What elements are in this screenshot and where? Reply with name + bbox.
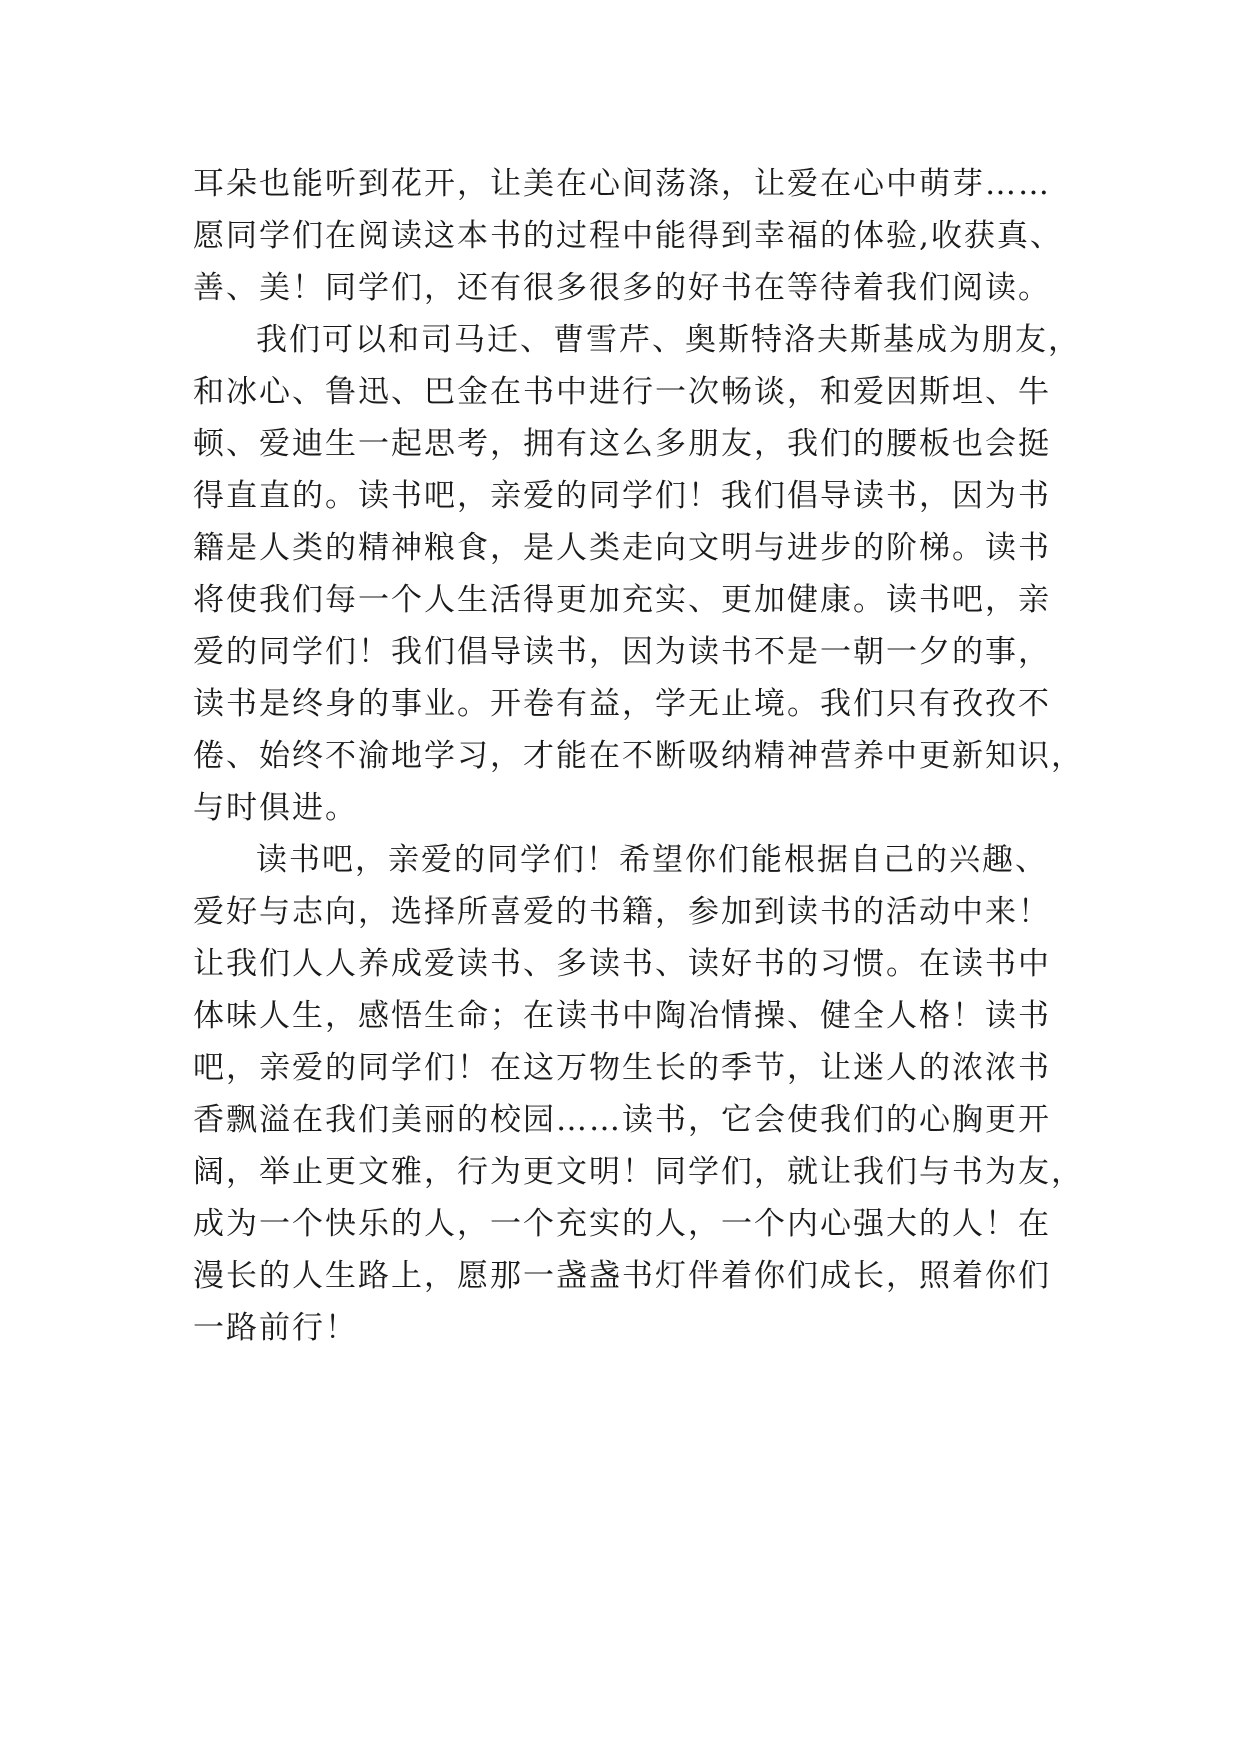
text-line: 愿同学们在阅读这本书的过程中能得到幸福的体验,收获真、 xyxy=(193,218,1063,254)
text-line: 让我们人人养成爱读书、多读书、读好书的习惯。在读书中 xyxy=(193,946,1051,982)
text-line: 耳朵也能听到花开，让美在心间荡涤，让爱在心中萌芽…… xyxy=(193,166,1051,202)
text-line: 将使我们每一个人生活得更加充实、更加健康。读书吧，亲 xyxy=(193,582,1051,618)
text-line: 吧，亲爱的同学们！在这万物生长的季节，让迷人的浓浓书 xyxy=(193,1050,1051,1086)
text-line: 体味人生，感悟生命；在读书中陶冶情操、健全人格！读书 xyxy=(193,998,1051,1034)
text-line: 和冰心、鲁迅、巴金在书中进行一次畅谈，和爱因斯坦、牛 xyxy=(193,374,1051,410)
paragraph-first-line: 读书吧，亲爱的同学们！希望你们能根据自己的兴趣、 xyxy=(256,842,1048,878)
text-line: 读书是终身的事业。开卷有益，学无止境。我们只有孜孜不 xyxy=(193,686,1051,722)
text-line: 成为一个快乐的人，一个充实的人，一个内心强大的人！在 xyxy=(193,1206,1051,1242)
text-line: 一路前行！ xyxy=(193,1310,358,1346)
text-line: 爱好与志向，选择所喜爱的书籍，参加到读书的活动中来！ xyxy=(193,894,1051,930)
text-line: 顿、爱迪生一起思考，拥有这么多朋友，我们的腰板也会挺 xyxy=(193,426,1051,462)
text-line: 阔，举止更文雅，行为更文明！同学们，就让我们与书为友， xyxy=(193,1154,1084,1190)
text-line: 与时俱进。 xyxy=(193,790,358,826)
text-line: 籍是人类的精神粮食，是人类走向文明与进步的阶梯。读书 xyxy=(193,530,1051,566)
text-line: 倦、始终不渝地学习，才能在不断吸纳精神营养中更新知识， xyxy=(193,738,1084,774)
text-line: 香飘溢在我们美丽的校园……读书，它会使我们的心胸更开 xyxy=(193,1102,1051,1138)
paragraph-first-line: 我们可以和司马迁、曹雪芹、奥斯特洛夫斯基成为朋友， xyxy=(256,322,1081,358)
text-line: 漫长的人生路上，愿那一盏盏书灯伴着你们成长，照着你们 xyxy=(193,1258,1051,1294)
text-line: 得直直的。读书吧，亲爱的同学们！我们倡导读书，因为书 xyxy=(193,478,1051,514)
text-line: 爱的同学们！我们倡导读书，因为读书不是一朝一夕的事， xyxy=(193,634,1051,670)
text-line: 善、美！同学们，还有很多很多的好书在等待着我们阅读。 xyxy=(193,270,1051,306)
